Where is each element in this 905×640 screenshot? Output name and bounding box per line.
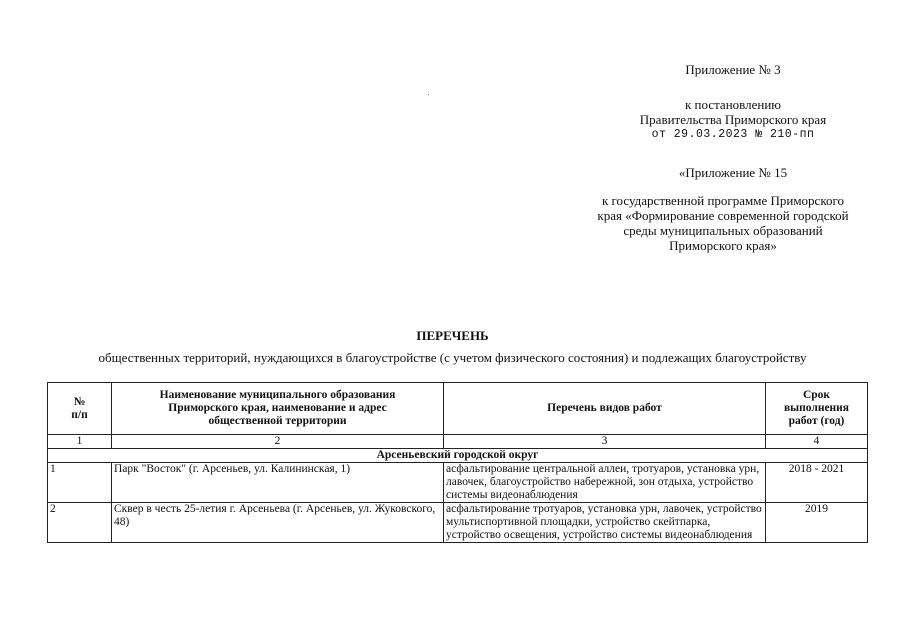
scan-speck — [428, 94, 429, 95]
appendix-15 — [648, 165, 818, 180]
column-number: 2 — [112, 435, 444, 449]
district-name: Арсеньевский городской округ — [48, 449, 868, 463]
row-number: 2 — [48, 503, 112, 543]
work-term: 2019 — [766, 503, 868, 543]
header-number — [48, 383, 112, 435]
column-number: 4 — [766, 435, 868, 449]
district-row — [48, 449, 868, 463]
program-line-2: края «Формирование современной городской — [597, 208, 849, 223]
appendix-15-text: «Приложение № 15 — [678, 165, 788, 180]
header-works: Перечень видов работ — [444, 383, 766, 435]
territories-table — [47, 382, 868, 543]
appendix-number — [648, 62, 818, 77]
territory-name: Сквер в честь 25-летия г. Арсеньева (г. Арсеньев, ул. Жуковского, 48) — [112, 503, 444, 543]
document-subtitle: общественных территорий, нуждающихся в благоустройстве (с учетом физического состояния) и подлежащих благоустройству — [98, 350, 807, 365]
program-line-1: к государственной программе Приморского — [601, 193, 844, 208]
header-name-line-1: Наименование муниципального образования — [159, 389, 396, 401]
works-list: асфальтирование центральной аллеи, тротуаров, установка урн, лавочек, благоустройство набережной, зон отдыха, устройство системы видеонаблюдения — [444, 463, 766, 503]
work-term: 2018 - 2021 — [766, 463, 868, 503]
table-row — [48, 463, 868, 503]
header-term-line-1: Срок — [802, 389, 831, 401]
program-line-3: среды муниципальных образований — [623, 223, 823, 238]
document-title: ПЕРЕЧЕНЬ — [416, 328, 489, 343]
table-row — [48, 503, 868, 543]
decree-reference — [598, 97, 868, 142]
territory-name: Парк "Восток" (г. Арсеньев, ул. Калининская, 1) — [112, 463, 444, 503]
header-number-line-1: № — [73, 395, 86, 408]
program-reference — [568, 193, 878, 253]
column-number: 3 — [444, 435, 766, 449]
header-name — [112, 383, 444, 435]
header-term-line-2: выполнения — [783, 402, 850, 414]
column-number: 1 — [48, 435, 112, 449]
table-header-row — [48, 383, 868, 435]
header-name-line-3: общественной территории — [208, 415, 347, 427]
header-name-line-2: Приморского края, наименование и адрес — [168, 402, 387, 414]
program-line-4: Приморского края» — [669, 238, 777, 253]
header-term — [766, 383, 868, 435]
appendix-number-text: Приложение № 3 — [685, 62, 781, 77]
column-number-row — [48, 435, 868, 449]
decree-line-3: от 29.03.2023 № 210-пп — [651, 128, 815, 141]
row-number: 1 — [48, 463, 112, 503]
works-list: асфальтирование тротуаров, установка урн, лавочек, устройство мультиспортивной площадки, устройство скейтпарка, устройство освещения, устройство системы видеонаблюдения — [444, 503, 766, 543]
decree-line-2: Правительства Приморского края — [639, 112, 827, 127]
decree-line-1: к постановлению — [684, 97, 782, 112]
header-number-line-2: п/п — [71, 408, 88, 421]
header-term-line-3: работ (год) — [788, 415, 845, 427]
